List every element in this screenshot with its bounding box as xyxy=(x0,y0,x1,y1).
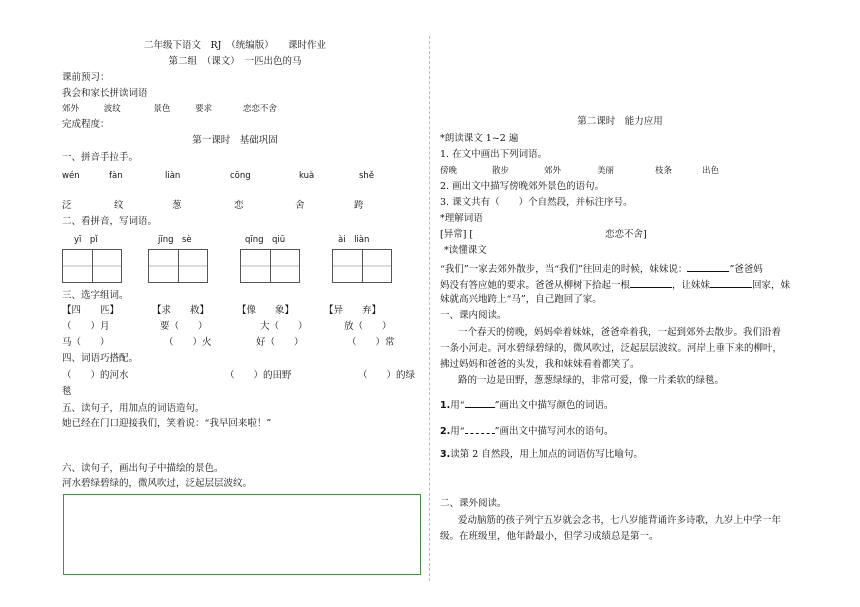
hanzi-item: 恋 xyxy=(234,200,244,211)
writing-grid-1[interactable] xyxy=(62,249,122,283)
preview-word: 恋恋不舍 xyxy=(242,104,277,114)
ask-text: 用“ xyxy=(450,400,465,411)
r1-heading: 1. 在文中画出下列词语。 xyxy=(440,149,548,160)
ask-number: 1. xyxy=(440,400,451,411)
r1-word: 枝条 xyxy=(655,166,673,176)
ask-text: ”画出文中描写河水的语句。 xyxy=(494,426,614,437)
summary-line-3: 妹就高兴地跨上“马”，自己跑回了家。 xyxy=(440,294,602,305)
preview-word: 波纹 xyxy=(103,104,121,114)
ask-text: 用“ xyxy=(450,426,465,437)
preview-word: 要求 xyxy=(195,104,213,114)
out-passage-line: 级。在班级里，他年龄最小，但学习成绩总是第一。 xyxy=(440,531,659,542)
pinyin-item: wén xyxy=(62,171,80,181)
hanzi-item: 舍 xyxy=(295,200,305,211)
preview-word: 郊外 xyxy=(62,104,80,114)
ask-3 xyxy=(440,449,643,461)
passage-line: 一个春天的傍晚，妈妈牵着妹妹，爸爸牵着我，一起到郊外去散步。我们沿着 xyxy=(458,327,782,338)
q2-heading: 二、看拼音，写词语。 xyxy=(62,216,158,227)
q6-sentence: 河水碧绿碧绿的，微风吹过，泛起层层波纹。 xyxy=(62,478,253,489)
out-passage-line: 爱动脑筋的孩子列宁五岁就会念书，七八岁能背诵许多诗歌，九岁上中学一年 xyxy=(458,515,782,526)
out-reading-heading: 二、课外阅读。 xyxy=(440,498,507,509)
q3-blank[interactable]: 要（ ） xyxy=(160,321,208,332)
hanzi-item: 泛 xyxy=(62,200,72,211)
q3-head: 【异 弃】 xyxy=(324,305,382,316)
q5-sentence: 她已经在门口迎接我们，笑着说：“我早回来啦！” xyxy=(62,418,272,429)
summary-line-1 xyxy=(440,262,763,276)
summary-blank[interactable] xyxy=(630,278,672,288)
summary-line-2 xyxy=(440,278,790,292)
pinyin-item: fàn xyxy=(109,171,123,181)
understand-heading: *理解词语 xyxy=(440,213,483,224)
ask-number: 3. xyxy=(440,449,451,460)
passage-line: 拂过妈妈和爸爸的头发，我和妹妹看着都笑了。 xyxy=(440,359,640,370)
q2-pinyin: yī pǐ xyxy=(74,235,98,245)
q3-head: 【求 救】 xyxy=(152,305,210,316)
ask-1 xyxy=(440,398,613,412)
r1-word: 傍晚 xyxy=(440,166,458,176)
writing-grid-2[interactable] xyxy=(148,249,208,283)
r3-heading: 3. 课文共有（ ）个自然段，并标注序号。 xyxy=(440,197,633,208)
word-right: 恋恋不舍] xyxy=(605,229,647,240)
writing-grid-4[interactable] xyxy=(332,249,392,283)
q3-blank[interactable]: 好（ ） xyxy=(256,337,304,348)
pinyin-item: kuà xyxy=(299,171,315,181)
summary-text: 妈没有答应她的要求。爸爸从柳树下拾起一根 xyxy=(440,280,631,291)
answer-box[interactable] xyxy=(63,494,421,575)
ask-text: ”画出文中描写颜色的词语。 xyxy=(494,400,614,411)
preview-word: 景色 xyxy=(153,104,171,114)
q2-pinyin: qīng qiū xyxy=(245,235,286,245)
q3-head: 【四 匹】 xyxy=(62,305,120,316)
q4-item[interactable]: （ ）的田野 xyxy=(225,370,292,381)
q4-item[interactable]: （ ）的绿 xyxy=(358,370,416,381)
preview-words xyxy=(62,103,277,115)
q3-blank[interactable]: 马（ ） xyxy=(62,337,110,348)
summary-blank[interactable] xyxy=(710,278,752,288)
word-left: [异常] [ xyxy=(440,229,474,240)
summary-text: 回家，妹 xyxy=(752,280,791,291)
q3-blank[interactable]: （ ）火 xyxy=(164,337,212,348)
r1-word: 美丽 xyxy=(597,166,615,176)
r1-word: 散步 xyxy=(492,166,510,176)
ask-2 xyxy=(440,424,613,438)
q3-heading: 三、选字组词。 xyxy=(62,290,129,301)
lesson2-title: 第二课时 能力应用 xyxy=(577,116,663,127)
passage-line: 路的一边是田野，葱葱绿绿的，非常可爱，像一片柔软的绿毯。 xyxy=(458,375,725,386)
r1-word: 郊外 xyxy=(544,166,562,176)
ask-blank xyxy=(465,424,495,434)
q2-pinyin: ài liàn xyxy=(338,235,370,245)
summary-text: ，让妹妹 xyxy=(672,280,711,291)
summary-blank[interactable] xyxy=(687,262,729,272)
q1-heading: 一、拼音手拉手。 xyxy=(62,152,139,163)
pinyin-item: cōng xyxy=(230,171,251,181)
hanzi-item: 葱 xyxy=(172,200,182,211)
q4-heading: 四、词语巧搭配。 xyxy=(62,353,139,364)
lesson1-title: 第一课时 基础巩固 xyxy=(192,135,278,146)
q5-heading: 五、读句子，用加点的词语造句。 xyxy=(62,403,205,414)
q4-item[interactable]: （ ）的河水 xyxy=(62,370,129,381)
writing-grid-3[interactable] xyxy=(240,249,300,283)
passage-line: 一条小河走。河水碧绿碧绿的，微风吹过，泛起层层波纹。河岸上垂下来的柳叶， xyxy=(440,343,783,354)
header-line-1: 二年级下语文 RJ （统编版） 课时作业 xyxy=(144,40,326,51)
q3-blank[interactable]: （ ）常 xyxy=(347,337,395,348)
page-divider xyxy=(429,36,430,581)
q3-blank[interactable]: 大（ ） xyxy=(260,321,308,332)
q3-head: 【像 象】 xyxy=(237,305,295,316)
r1-word: 出色 xyxy=(702,166,720,176)
in-reading-heading: 一、课内阅读。 xyxy=(440,310,507,321)
preview-label: 课前预习： xyxy=(62,72,110,83)
q2-pinyin: jīng sè xyxy=(158,235,192,245)
ask-blank xyxy=(465,398,495,408)
read-text-heading: *读懂课文 xyxy=(444,245,487,256)
pinyin-item: liàn xyxy=(165,171,181,181)
read-aloud: *朗读课文 1~2 遍 xyxy=(440,133,519,144)
hanzi-item: 纹 xyxy=(114,200,124,211)
summary-text: “我们”一家去郊外散步，当“我们”往回走的时候，妹妹说： xyxy=(440,264,688,275)
completion-label: 完成程度： xyxy=(62,119,110,130)
ask-number: 2. xyxy=(440,426,451,437)
summary-text: ”爸爸妈 xyxy=(729,264,763,275)
q4-wrap: 毯 xyxy=(62,386,72,397)
hanzi-item: 跨 xyxy=(354,200,364,211)
q3-blank[interactable]: （ ）月 xyxy=(62,321,110,332)
r2-heading: 2. 画出文中描写傍晚郊外景色的语句。 xyxy=(440,181,605,192)
q6-heading: 六、读句子，画出句子中描绘的景色。 xyxy=(62,463,224,474)
q3-blank[interactable]: 放（ ） xyxy=(344,321,392,332)
pinyin-item: shě xyxy=(359,171,375,181)
ask-text: 读第 2 自然段，用上加点的词语仿写比喻句。 xyxy=(450,449,643,460)
header-line-2: 第二组 （课文） 一匹出色的马 xyxy=(168,56,302,67)
preview-task: 我会和家长拼读词语 xyxy=(62,88,148,99)
